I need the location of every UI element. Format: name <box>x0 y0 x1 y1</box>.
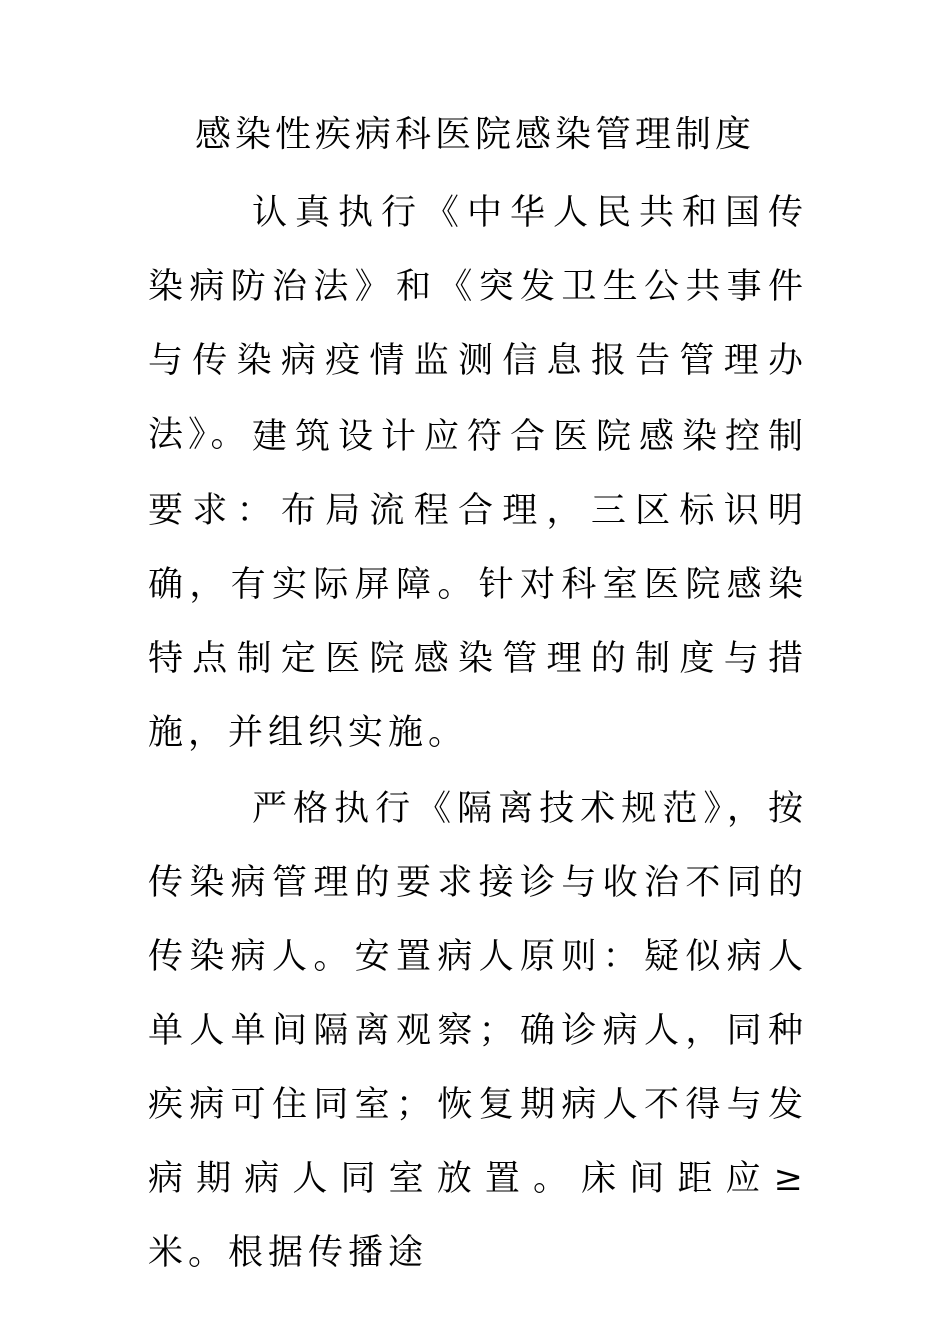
paragraph-2: 建筑设计应符合医院感染控制要求：布局流程合理，三区标识明确，有实际屏障。针对科室医院感染特点制定医院感染管理的制度与措施，并组织实施。 <box>148 417 808 753</box>
paragraph-1: 认真执行《中华人民共和国传染病防治法》和《突发卫生公共事件与传染病疫情监测信息报告管理办法》。 <box>148 193 808 455</box>
paragraph-3: 严格执行《隔离技术规范》，按传染病管理的要求接诊与收治不同的传染病人。安置病人原则：疑似病人单人单间隔离观察；确诊病人，同种疾病可住同室；恢复期病人不得与发病期病人同室放置。床间距应≥ 米。根据传播途 <box>148 789 849 1273</box>
document-title: 感染性疾病科医院感染管理制度 <box>194 114 755 155</box>
